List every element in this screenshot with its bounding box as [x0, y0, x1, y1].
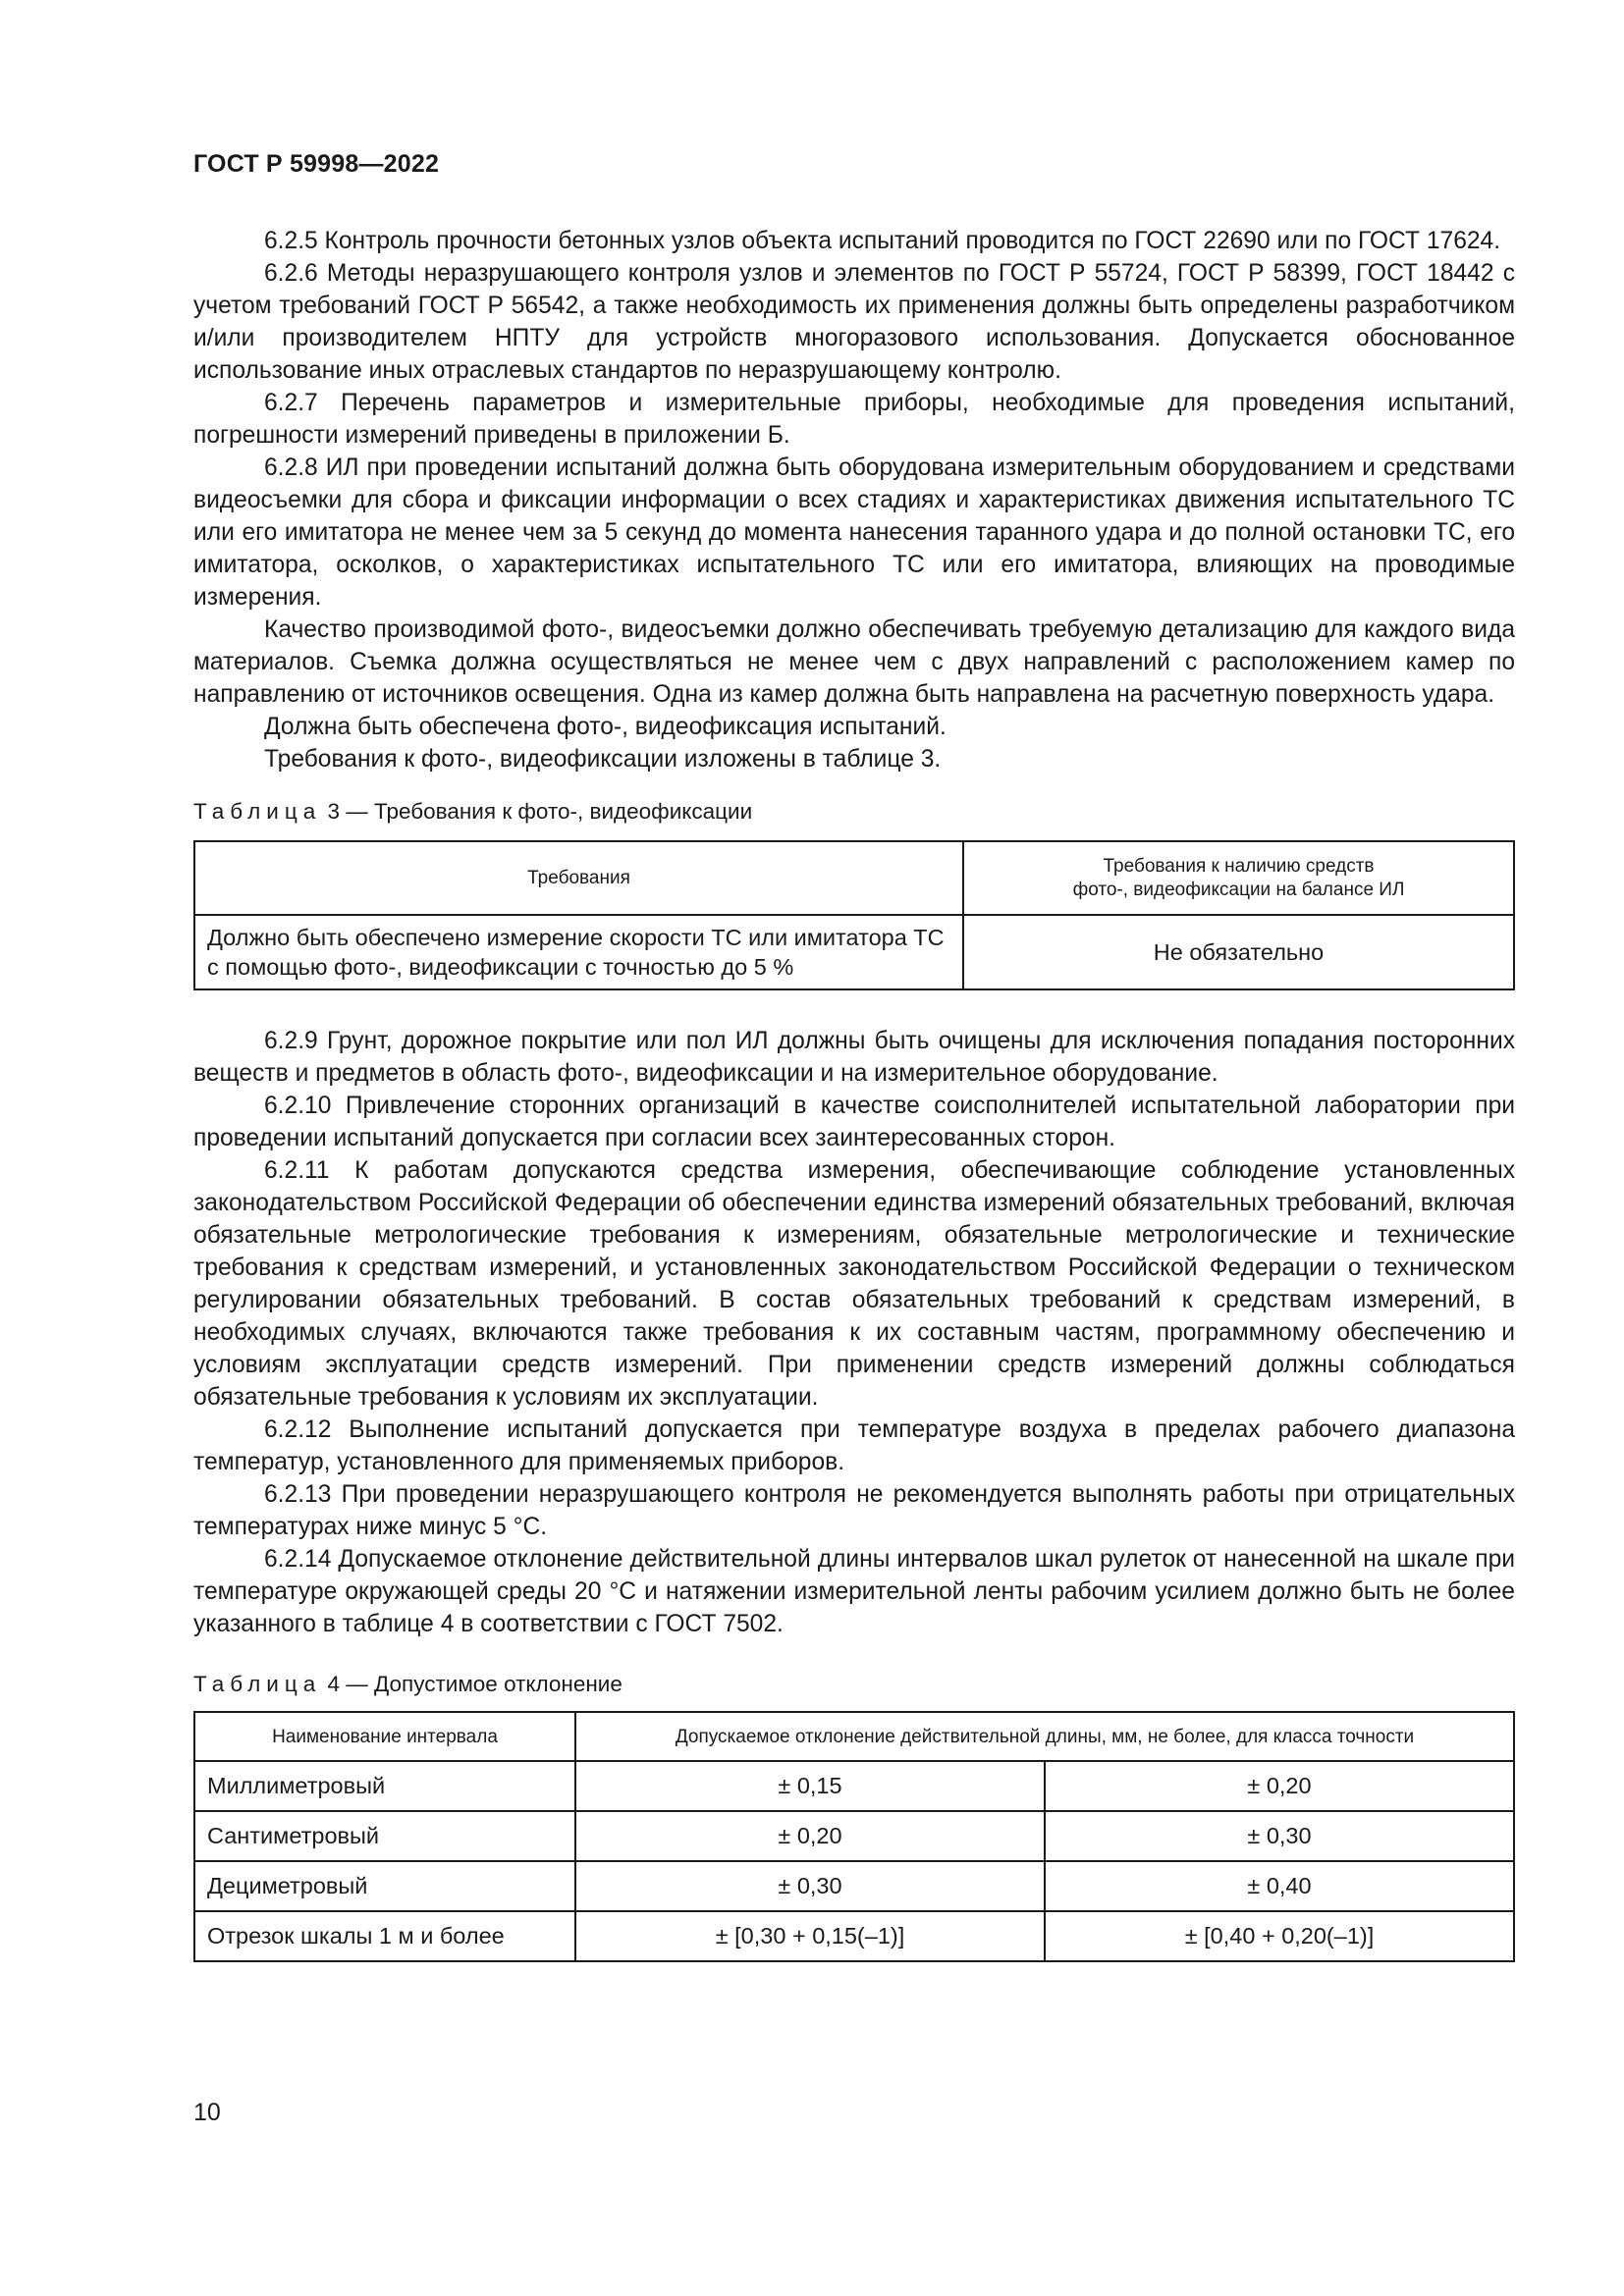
table4-cell-name: Отрезок шкалы 1 м и более [194, 1911, 575, 1961]
table3-header-availability [963, 841, 1514, 915]
table-row [194, 1761, 1514, 1811]
table4-caption-text: 4 — Допустимое отклонение [327, 1672, 623, 1696]
paragraph-6-2-14: 6.2.14 Допускаемое отклонение действительной длины интервалов шкал рулеток от нанесенной на шкале при температуре окружающей среды 20 °С и натяжении измерительной ленты рабочим усилием должно быть не более указанного в таблице 4 в соответствии с ГОСТ 7502. [193, 1546, 1515, 1637]
table4-cell-class2: ± 0,40 [1045, 1861, 1514, 1911]
paragraph-6-2-8: 6.2.8 ИЛ при проведении испытаний должна быть оборудована измерительным оборудованием и средствами видеосъемки для сбора и фиксации информации о всех стадиях и характеристиках движения испытательного ТС или его имитатора не менее чем за 5 секунд до момента нанесения таранного удара и до полной остановки ТС, его имитатора, осколков, о характеристиках испытательного ТС или его имитатора, влияющих на проводимые измерения. [193, 454, 1515, 611]
paragraph-6-2-6: 6.2.6 Методы неразрушающего контроля узлов и элементов по ГОСТ Р 55724, ГОСТ Р 58399, ГОСТ 18442 с учетом требований ГОСТ Р 56542, а также необходимость их применения должны быть определены разработчиком и/или производителем НПТУ для устройств многоразового использования. Допускается обоснованное использование иных отраслевых стандартов по неразрушающему контролю. [193, 260, 1515, 384]
table4-header-interval: Наименование интервала [194, 1712, 575, 1761]
table-row [194, 1861, 1514, 1911]
paragraph-6-2-12: 6.2.12 Выполнение испытаний допускается при температуре воздуха в пределах рабочего диапазона температур, установленного для применяемых приборов. [193, 1416, 1515, 1475]
paragraph-6-2-13: 6.2.13 При проведении неразрушающего контроля не рекомендуется выполнять работы при отрицательных температурах ниже минус 5 °С. [193, 1481, 1515, 1540]
document-body [193, 225, 1515, 1962]
paragraph-6-2-9: 6.2.9 Грунт, дорожное покрытие или пол ИЛ должны быть очищены для исключения попадания посторонних веществ и предметов в область фото-, видеофиксации и на измерительное оборудование. [193, 1028, 1515, 1087]
table4-cell-class2: ± [0,40 + 0,20(–1)] [1045, 1911, 1514, 1961]
document-header: ГОСТ Р 59998—2022 [193, 150, 440, 178]
table4-cell-name: Сантиметровый [194, 1811, 575, 1861]
table3-header-row [194, 841, 1514, 915]
table3-cell-value: Не обязательно [963, 915, 1514, 989]
table3-cell-requirement: Должно быть обеспечено измерение скорости ТС или имитатора ТС с помощью фото-, видеофиксации с точностью до 5 % [194, 915, 963, 989]
paragraph-photo-required: Должна быть обеспечена фото-, видеофиксация испытаний. [264, 714, 947, 740]
paragraph-photo-quality: Качество производимой фото-, видеосъемки должно обеспечивать требуемую детализацию для каждого вида материалов. Съемка должна осуществляться не менее чем с двух направлений с расположением камер по направлению от источников освещения. Одна из камер должна быть направлена на расчетную поверхность удара. [193, 616, 1515, 708]
table3 [193, 840, 1515, 990]
table4-header-deviation: Допускаемое отклонение действительной длины, мм, не более, для класса точности [575, 1712, 1514, 1761]
table-row [194, 1811, 1514, 1861]
paragraph-6-2-5: 6.2.5 Контроль прочности бетонных узлов объекта испытаний проводится по ГОСТ 22690 или по ГОСТ 17624. [264, 228, 1501, 254]
table4-caption [193, 1670, 1515, 1699]
table4-cell-class1: ± 0,20 [575, 1811, 1045, 1861]
table4-cell-class2: ± 0,30 [1045, 1811, 1514, 1861]
table3-caption [193, 797, 1515, 827]
table4-cell-class1: ± 0,30 [575, 1861, 1045, 1911]
table-row [194, 915, 1514, 989]
table3-header-availability-line1: Требования к наличию средств [1103, 855, 1375, 877]
page-number: 10 [193, 2099, 221, 2126]
table4-cell-name: Миллиметровый [194, 1761, 575, 1811]
paragraph-6-2-11: 6.2.11 К работам допускаются средства измерения, обеспечивающие соблюдение установленных законодательством Российской Федерации об обеспечении единства измерений обязательных требований, включая обязательные метрологические требования к измерениям, обязательные метрологические и технические требования к средствам измерений, и установленных законодательством Российской Федерации о техническом регулировании обязательных требований. В состав обязательных требований к средствам измерений, в необходимых случаях, включаются также требования к их составным частям, программному обеспечению и условиям эксплуатации средств измерений. При применении средств измерений должны соблюдаться обязательные требования к условиям их эксплуатации. [193, 1157, 1515, 1411]
table3-header-availability-line2: фото-, видеофиксации на балансе ИЛ [1072, 879, 1405, 900]
table3-header-requirements: Требования [194, 841, 963, 915]
table3-caption-word: Таблица [193, 799, 322, 824]
paragraph-table3-ref: Требования к фото-, видеофиксации изложены в таблице 3. [264, 746, 942, 773]
table4-cell-name: Дециметровый [194, 1861, 575, 1911]
table4 [193, 1711, 1515, 1962]
table4-cell-class2: ± 0,20 [1045, 1761, 1514, 1811]
table3-caption-text: 3 — Требования к фото-, видеофиксации [327, 799, 753, 824]
table4-cell-class1: ± 0,15 [575, 1761, 1045, 1811]
table-row [194, 1911, 1514, 1961]
table4-caption-word: Таблица [193, 1672, 322, 1696]
paragraph-6-2-7: 6.2.7 Перечень параметров и измерительные приборы, необходимые для проведения испытаний, погрешности измерений приведены в приложении Б. [193, 390, 1515, 449]
table4-cell-class1: ± [0,30 + 0,15(–1)] [575, 1911, 1045, 1961]
table4-header-row [194, 1712, 1514, 1761]
paragraph-6-2-10: 6.2.10 Привлечение сторонних организаций в качестве соисполнителей испытательной лаборатории при проведении испытаний допускается при согласии всех заинтересованных сторон. [193, 1093, 1515, 1151]
